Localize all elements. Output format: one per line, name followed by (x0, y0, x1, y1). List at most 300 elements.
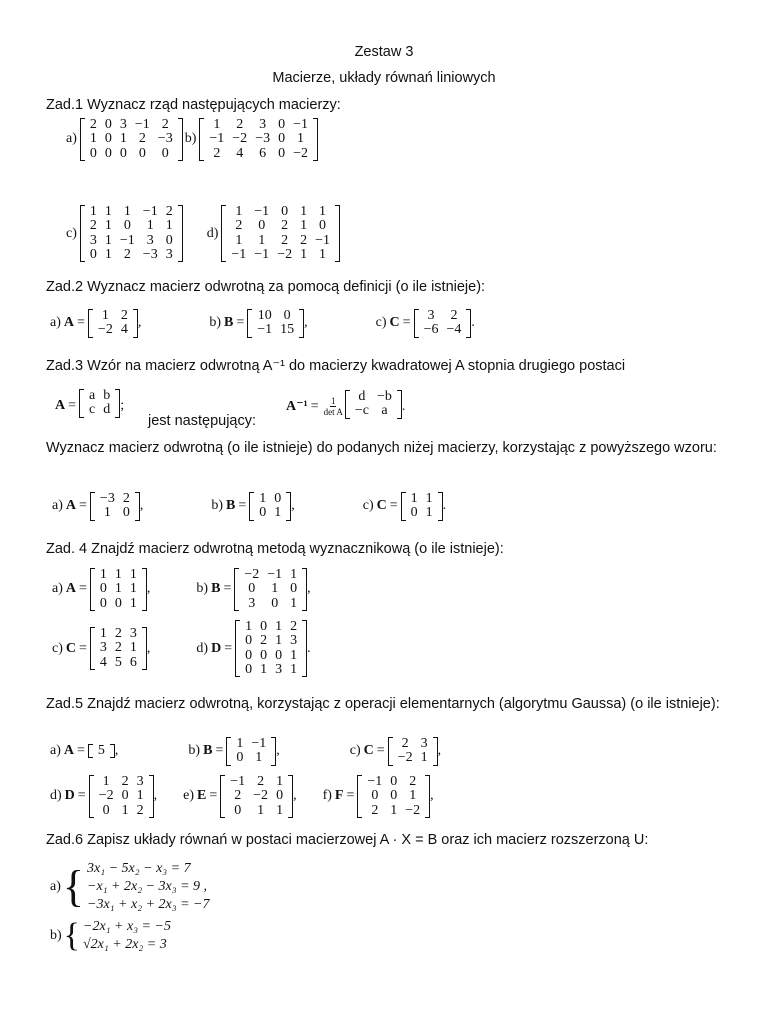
punctuation: , (293, 788, 297, 804)
item-label: b) (196, 581, 209, 597)
matrix-cell: 0 (281, 204, 289, 219)
matrix-cell: 1 (300, 246, 308, 262)
matrix-cell: −1 (257, 322, 273, 338)
matrix-cell: 1 (165, 218, 173, 234)
matrix-cell: 1 (104, 204, 112, 219)
matrix-cell: 2 (136, 802, 144, 818)
punctuation: , (437, 743, 442, 759)
matrix-cell: 1 (129, 567, 137, 582)
matrix-item (183, 775, 296, 818)
z3-inverse-formula: A⁻¹ = $\frac{1}{\text{det A}}$ d −b −c a . (286, 389, 406, 419)
matrix-cell: 0 (245, 661, 253, 677)
matrix-cell: −4 (446, 322, 462, 338)
task-2-text: Zad.2 Wyznacz macierz odwrotną za pomocą definicji (o ile istnieje): (46, 279, 486, 295)
matrix-cell: 2 (89, 218, 97, 234)
matrix-cell: 5 (97, 743, 105, 759)
matrix-cell: 2 (121, 774, 129, 789)
matrix-cell: 1 (129, 640, 137, 656)
matrix-cell: 0 (290, 581, 298, 597)
matrix-item (185, 118, 318, 161)
matrix-cell: 1 (275, 619, 283, 634)
matrix-cell: −c (354, 403, 369, 419)
system-a: a) { 3x₁ − 5x₂ − x₃ = 7 −x₁ + 2x₂ − 3x₃ = 9 , −3x₁ + x₂ + 2x₃ = −7 (50, 861, 210, 912)
matrix-cell: 2 (234, 788, 242, 804)
matrix-cell: 3 (165, 246, 173, 262)
matrix-cell: 1 (255, 750, 263, 766)
matrix-cell: 3 (275, 661, 283, 677)
matrix-cell: 1 (290, 595, 298, 611)
equation: √2x₁ + 2x₂ = 3 (83, 937, 167, 952)
matrix-cell: 1 (136, 788, 144, 804)
matrix-cell: 3 (119, 117, 127, 132)
task-3-text: Zad.3 Wzór na macierz odwrotną A⁻¹ do macierzy kwadratowej A stopnia drugiego postaci (46, 358, 626, 374)
matrix-cell: 1 (274, 505, 282, 521)
matrix-cell: 1 (129, 595, 137, 611)
matrix-cell: 3 (259, 117, 267, 132)
z3-general-matrix: A = a b c d ; (55, 388, 125, 418)
matrix-cell: 1 (425, 505, 433, 521)
matrix (247, 309, 304, 338)
matrix-cell: 0 (165, 232, 173, 248)
item-label: b) (211, 498, 223, 514)
matrix-cell: −1 (231, 246, 247, 262)
matrix (90, 568, 147, 611)
equation: −3x₁ + x₂ + 2x₃ = −7 (87, 897, 210, 912)
matrix-cell: 0 (104, 117, 112, 132)
matrix-cell: −2 (98, 788, 114, 804)
equals-sign: = (376, 743, 385, 759)
matrix-cell: −3 (142, 246, 158, 262)
z2-items (50, 309, 475, 338)
item-label: c) (362, 498, 374, 514)
matrix-item (50, 309, 141, 338)
matrix (88, 309, 138, 338)
matrix-cell: 2 (260, 633, 268, 649)
matrix-cell: −1 (367, 774, 383, 789)
punctuation: , (153, 788, 158, 804)
matrix-cell: −1 (230, 774, 246, 789)
matrix-cell: 2 (213, 145, 221, 161)
matrix-cell: 1 (236, 736, 244, 751)
punctuation: . (442, 498, 447, 514)
matrix-item (52, 492, 143, 521)
matrix-cell: 2 (161, 117, 169, 132)
matrix-cell: 5 (114, 654, 122, 670)
item-label: f) (322, 788, 332, 804)
matrix-name: D (64, 788, 75, 804)
z5-items-top (50, 737, 441, 766)
matrix-cell: d (103, 402, 111, 418)
punctuation: , (291, 498, 295, 514)
fraction: $\frac{1}{\text{det A}}$ (323, 396, 343, 418)
matrix-name: A (55, 397, 66, 413)
matrix-item (211, 492, 294, 521)
matrix-cell: a (381, 403, 388, 419)
matrix-cell: 1 (257, 802, 265, 818)
matrix-cell: 0 (99, 581, 107, 597)
matrix-cell: 1 (146, 218, 154, 234)
matrix-cell: −3 (157, 131, 173, 147)
matrix-cell: 1 (300, 204, 308, 219)
matrix-cell: 3 (427, 308, 435, 323)
task-3-instruction: Wyznacz macierz odwrotną (o ile istnieje) do podanych niżej macierzy, korzystając z powyższego wzoru: (46, 440, 717, 456)
matrix-name: C (389, 315, 400, 331)
matrix-cell: −2 (397, 750, 413, 766)
equals-sign: = (79, 640, 87, 656)
equals-sign: = (77, 788, 86, 804)
matrix-cell: 0 (258, 218, 266, 234)
matrix (90, 627, 147, 670)
matrix-cell: 2 (235, 218, 243, 234)
punctuation: , (146, 581, 151, 597)
matrix-name: A (65, 498, 77, 514)
punctuation: , (146, 640, 151, 656)
matrix-cell: 1 (102, 774, 110, 789)
matrix-cell: 1 (275, 633, 283, 649)
matrix-cell: 0 (410, 505, 418, 521)
matrix-cell: 1 (235, 204, 243, 219)
matrix-cell: 3 (146, 232, 154, 248)
matrix-cell: 2 (281, 232, 289, 248)
matrix-cell: −2 (277, 246, 293, 262)
matrix-item (66, 118, 183, 161)
matrix-name: C (65, 640, 77, 656)
item-label: d) (206, 225, 219, 241)
matrix-cell: 0 (278, 145, 286, 161)
z1-items-bottom (66, 205, 340, 262)
matrix-cell: 1 (276, 802, 284, 818)
equals-sign: = (224, 640, 233, 656)
matrix-cell: c (89, 402, 96, 418)
matrix (89, 775, 154, 818)
matrix-name: A (63, 743, 75, 759)
matrix-cell: 4 (99, 654, 107, 670)
equals-sign: = (79, 581, 87, 597)
matrix-cell: 0 (245, 633, 253, 649)
matrix-cell: 0 (234, 802, 242, 818)
matrix-cell: −2 (293, 145, 308, 161)
matrix-cell: 0 (161, 145, 169, 161)
matrix-cell: 0 (278, 131, 286, 147)
matrix-item (323, 775, 434, 818)
matrix-cell: 0 (104, 131, 112, 147)
matrix-cell: 3 (129, 626, 137, 642)
punctuation: , (139, 498, 144, 514)
matrix-name: C (376, 498, 387, 514)
matrix-cell: −2 (253, 788, 269, 804)
punctuation: , (430, 788, 434, 804)
equals-sign: = (402, 315, 411, 331)
matrix-cell: 0 (114, 595, 122, 611)
page-subtitle: Macierze, układy równań liniowych (272, 70, 496, 86)
matrix-cell: −1 (315, 232, 330, 248)
matrix-cell: 1 (235, 232, 243, 248)
matrix-cell: −1 (209, 131, 225, 147)
matrix (388, 737, 438, 766)
equals-sign: = (223, 581, 232, 597)
matrix-cell: 0 (390, 774, 398, 789)
matrix-cell: 1 (119, 131, 127, 147)
matrix (80, 205, 183, 262)
matrix-cell: 3 (248, 595, 256, 611)
equation: −2x₁ + x₃ = −5 (83, 919, 171, 934)
matrix (88, 744, 115, 758)
item-label: a) (50, 743, 61, 759)
task-1-text: Zad.1 Wyznacz rząd następujących macierzy: (46, 97, 341, 113)
matrix-cell: 1 (103, 505, 111, 521)
matrix-cell: 1 (410, 491, 418, 506)
matrix-cell: 15 (280, 322, 295, 338)
matrix-cell: 0 (123, 218, 131, 234)
matrix (221, 205, 340, 262)
punctuation: , (276, 743, 280, 759)
matrix-cell: 1 (129, 581, 137, 597)
equals-sign: = (209, 788, 218, 804)
task-4-text: Zad. 4 Znajdź macierz odwrotną metodą wyznacznikową (o ile istnieje): (46, 541, 504, 557)
matrix-cell: −1 (134, 117, 150, 132)
matrix-cell: 1 (99, 626, 107, 642)
equation: −x₁ + 2x₂ − 3x₃ = 9 , (87, 879, 208, 894)
matrix-cell: 2 (401, 736, 409, 751)
matrix (79, 389, 120, 418)
matrix-cell: a (89, 388, 96, 403)
matrix-cell: 2 (89, 117, 97, 132)
punctuation: . (307, 640, 311, 656)
matrix-cell: 0 (278, 117, 286, 132)
item-label: b) (209, 315, 221, 331)
equals-sign: = (215, 743, 224, 759)
matrix-cell: 1 (121, 802, 129, 818)
matrix-cell: 0 (275, 647, 283, 663)
matrix-cell: 1 (260, 661, 268, 677)
matrix-cell: 10 (257, 308, 272, 323)
matrix-cell: 3 (290, 633, 298, 649)
equation: 3x₁ − 5x₂ − x₃ = 7 (87, 861, 191, 876)
matrix (414, 309, 472, 338)
matrix-name: B (226, 498, 236, 514)
matrix-cell: 2 (281, 218, 289, 234)
matrix-cell: 0 (371, 788, 379, 804)
equals-sign: = (389, 498, 398, 514)
matrix-cell: 2 (236, 117, 244, 132)
matrix (345, 390, 402, 419)
matrix-cell: 0 (138, 145, 146, 161)
matrix-cell: −1 (267, 567, 283, 582)
item-label: a) (52, 498, 63, 514)
matrix (235, 620, 307, 677)
matrix-cell: 0 (89, 145, 97, 161)
matrix (90, 492, 140, 521)
matrix-item (376, 309, 475, 338)
matrix-item (50, 775, 157, 818)
matrix-cell: 1 (319, 204, 327, 219)
matrix-item (363, 492, 446, 521)
matrix-cell: 2 (371, 802, 379, 818)
matrix-cell: 1 (213, 117, 221, 132)
equals-sign: = (346, 788, 355, 804)
matrix-cell: 1 (409, 788, 417, 804)
matrix-cell: 0 (236, 750, 244, 766)
item-label: a) (50, 315, 61, 331)
matrix (199, 118, 318, 161)
matrix-cell: 1 (89, 204, 97, 219)
matrix-cell: 0 (89, 246, 97, 262)
matrix-cell: 4 (236, 145, 244, 161)
matrix-cell: 0 (99, 595, 107, 611)
matrix-cell: 0 (283, 308, 291, 323)
matrix-cell: 1 (104, 246, 112, 262)
item-label: a) (52, 581, 63, 597)
matrix-cell: 0 (259, 505, 267, 521)
matrix-cell: 1 (420, 750, 428, 766)
item-label: d) (50, 788, 62, 804)
matrix-cell: 1 (123, 204, 131, 219)
matrix-item (52, 568, 150, 611)
inverse-name: A⁻¹ (286, 399, 308, 415)
matrix-cell: −1 (142, 204, 158, 219)
matrix-cell: 1 (276, 774, 284, 789)
matrix-cell: 6 (259, 145, 267, 161)
matrix-cell: −3 (99, 491, 115, 506)
task-5-text: Zad.5 Znajdź macierz odwrotną, korzystając z operacji elementarnych (algorytmu Gaussa) (o ile istnieje): (46, 696, 720, 712)
matrix-name: F (334, 788, 344, 804)
matrix-cell: −2 (405, 802, 421, 818)
item-label: b) (184, 131, 197, 147)
matrix-cell: 0 (102, 802, 110, 818)
matrix-cell: 0 (121, 788, 129, 804)
matrix-cell: 2 (300, 232, 308, 248)
matrix-cell: 0 (274, 491, 282, 506)
matrix-name: A (63, 315, 75, 331)
matrix-item (209, 309, 307, 338)
z4-items-bottom (52, 620, 311, 677)
task-6-text: Zad.6 Zapisz układy równań w postaci macierzowej A · X = B oraz ich macierz rozszerzoną U: (46, 832, 649, 848)
matrix-item (196, 568, 310, 611)
matrix-cell: −2 (97, 322, 113, 338)
matrix-cell: b (103, 388, 111, 403)
matrix-cell: 0 (104, 145, 112, 161)
matrix-cell: 2 (114, 640, 122, 656)
matrix-cell: −2 (244, 567, 260, 582)
item-label: c) (66, 225, 77, 241)
matrix-cell: 1 (114, 581, 122, 597)
matrix-cell: 2 (257, 774, 265, 789)
matrix-cell: 3 (99, 640, 107, 656)
matrix (80, 118, 183, 161)
item-label: a) (66, 131, 77, 147)
matrix (401, 492, 443, 521)
matrix-cell: 2 (122, 491, 130, 506)
matrix-cell: 0 (319, 218, 327, 234)
matrix-cell: 1 (297, 131, 305, 147)
matrix-cell: 0 (271, 595, 279, 611)
matrix-item (50, 737, 118, 766)
matrix-cell: 2 (290, 619, 298, 634)
matrix-item (350, 737, 441, 766)
matrix-cell: 0 (276, 788, 284, 804)
matrix-name: A (65, 581, 77, 597)
matrix-cell: 0 (390, 788, 398, 804)
matrix-cell: 1 (114, 567, 122, 582)
item-label: b) (188, 743, 201, 759)
matrix-cell: −3 (255, 131, 271, 147)
system-b: b) { −2x₁ + x₃ = −5 √2x₁ + 2x₂ = 3 (50, 917, 171, 954)
matrix-cell: −1 (254, 246, 270, 262)
matrix-item (207, 205, 340, 262)
z3-jest-text: jest następujący: (148, 413, 257, 429)
punctuation: , (137, 315, 142, 331)
matrix-cell: 3 (420, 736, 428, 751)
matrix-cell: 0 (260, 647, 268, 663)
matrix (249, 492, 291, 521)
matrix-cell: 0 (245, 647, 253, 663)
matrix (226, 737, 276, 766)
z4-items-top (52, 568, 311, 611)
matrix-cell: 1 (319, 246, 327, 262)
matrix (357, 775, 430, 818)
equals-sign: = (77, 743, 85, 759)
matrix-cell: 0 (248, 581, 256, 597)
matrix-cell: −1 (119, 232, 135, 248)
matrix-cell: 1 (425, 491, 433, 506)
item-label: c) (375, 315, 387, 331)
z3-items (52, 492, 446, 521)
matrix-cell: 1 (245, 619, 253, 634)
item-label: c) (52, 640, 63, 656)
matrix-cell: 1 (89, 131, 97, 147)
matrix-cell: 3 (136, 774, 144, 789)
equals-sign: = (236, 315, 245, 331)
matrix-name: E (197, 788, 207, 804)
matrix-cell: 1 (271, 581, 279, 597)
item-label: c) (349, 743, 361, 759)
matrix (234, 568, 307, 611)
matrix-cell: 0 (260, 619, 268, 634)
matrix-cell: 1 (290, 567, 298, 582)
matrix-cell: 4 (120, 322, 128, 338)
matrix-cell: −b (376, 389, 392, 404)
matrix-cell: 0 (119, 145, 127, 161)
matrix-name: B (203, 743, 213, 759)
matrix-cell: 1 (104, 232, 112, 248)
matrix-cell: 3 (89, 232, 97, 248)
matrix (220, 775, 293, 818)
matrix-cell: −1 (251, 736, 267, 751)
matrix-cell: −1 (254, 204, 270, 219)
equals-sign: = (79, 498, 87, 514)
matrix-cell: 1 (290, 661, 298, 677)
matrix-cell: 1 (300, 218, 308, 234)
matrix-name: B (211, 581, 221, 597)
item-label: d) (196, 640, 209, 656)
matrix-item (66, 205, 183, 262)
punctuation: . (471, 315, 475, 331)
item-label: e) (183, 788, 194, 804)
matrix-item (188, 737, 279, 766)
matrix-cell: 2 (114, 626, 122, 642)
matrix-name: C (363, 743, 374, 759)
matrix-cell: 1 (390, 802, 398, 818)
equals-sign: = (238, 498, 247, 514)
matrix-cell: d (358, 389, 366, 404)
matrix-item (196, 620, 310, 677)
matrix-cell: −1 (293, 117, 308, 132)
punctuation: , (304, 315, 308, 331)
matrix-cell: 2 (120, 308, 128, 323)
z5-items-bottom (50, 775, 434, 818)
matrix-name: D (211, 640, 222, 656)
matrix-cell: 2 (409, 774, 417, 789)
